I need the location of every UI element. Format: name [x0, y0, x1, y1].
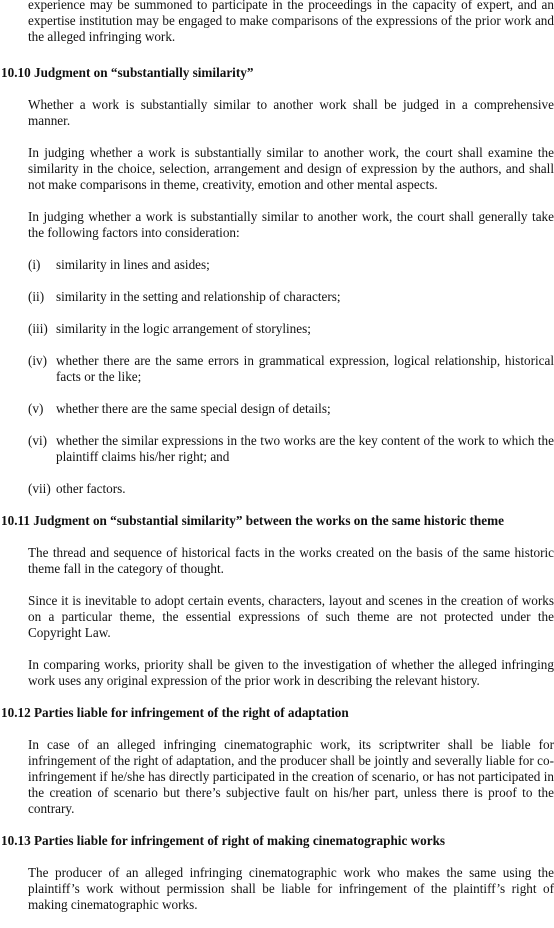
paragraph: In judging whether a work is substantially similar to another work, the court shall generally take the following factors into consideration:: [28, 209, 554, 240]
paragraph: The thread and sequence of historical facts in the works created on the basis of the same historic theme fall in the category of thought.: [28, 545, 554, 576]
list-item-text: similarity in the logic arrangement of storylines;: [56, 321, 311, 336]
list-item-number: (v): [28, 401, 44, 416]
paragraph: Since it is inevitable to adopt certain events, characters, layout and scenes in the creation of works on a particular theme, the essential expressions of such theme are not protected under the Copyright Law.: [28, 593, 554, 640]
list-item-number: (iii): [28, 321, 48, 336]
list-item-number: (vii): [28, 481, 51, 496]
list-item-text: similarity in the setting and relationship of characters;: [56, 289, 341, 304]
section-heading-10-10: 10.10 Judgment on “substantially similarity”: [1, 65, 254, 80]
section-heading-10-11: 10.11 Judgment on “substantial similarity” between the works on the same historic theme: [1, 513, 504, 528]
paragraph: In judging whether a work is substantially similar to another work, the court shall examine the similarity in the choice, selection, arrangement and design of expression by the authors, and shall not make comparisons in theme, creativity, emotion and other mental aspects.: [28, 145, 554, 192]
list-item-text: whether there are the same special design of details;: [56, 401, 331, 416]
list-item-number: (i): [28, 257, 41, 272]
list-item-text: whether the similar expressions in the two works are the key content of the work to which the plaintiff claims his/her right; and: [56, 433, 554, 464]
list-item-text: whether there are the same errors in grammatical expression, logical relationship, historical facts or the like;: [56, 353, 554, 384]
list-item-text: similarity in lines and asides;: [56, 257, 210, 272]
list-item-number: (vi): [28, 433, 48, 448]
paragraph: Whether a work is substantially similar to another work shall be judged in a comprehensive manner.: [28, 97, 554, 128]
intro-paragraph: experience may be summoned to participate in the proceedings in the capacity of expert, and an expertise institution may be engaged to make comparisons of the expressions of the prior work and the alleged infringing work.: [28, 0, 554, 44]
paragraph: In comparing works, priority shall be given to the investigation of whether the alleged infringing work uses any original expression of the prior work in describing the relevant history.: [28, 657, 554, 688]
section-heading-10-12: 10.12 Parties liable for infringement of the right of adaptation: [1, 705, 349, 720]
paragraph: The producer of an alleged infringing cinematographic work who makes the same using the plaintiff’s work without permission shall be liable for infringement of the plaintiff’s right of making cinematographic works.: [28, 865, 554, 912]
list-item-text: other factors.: [56, 481, 126, 496]
list-item-number: (ii): [28, 289, 45, 304]
paragraph: In case of an alleged infringing cinematographic work, its scriptwriter shall be liable for infringement of the right of adaptation, and the producer shall be jointly and severally liable for co-infringement if he/she has directly participated in the creation of scenario, or has not participated in the creation of scenario but there’s subjective fault on his/her part, unless there is proof to the contrary.: [28, 737, 554, 816]
section-heading-10-13: 10.13 Parties liable for infringement of right of making cinematographic works: [1, 833, 446, 848]
list-item-number: (iv): [28, 353, 48, 368]
